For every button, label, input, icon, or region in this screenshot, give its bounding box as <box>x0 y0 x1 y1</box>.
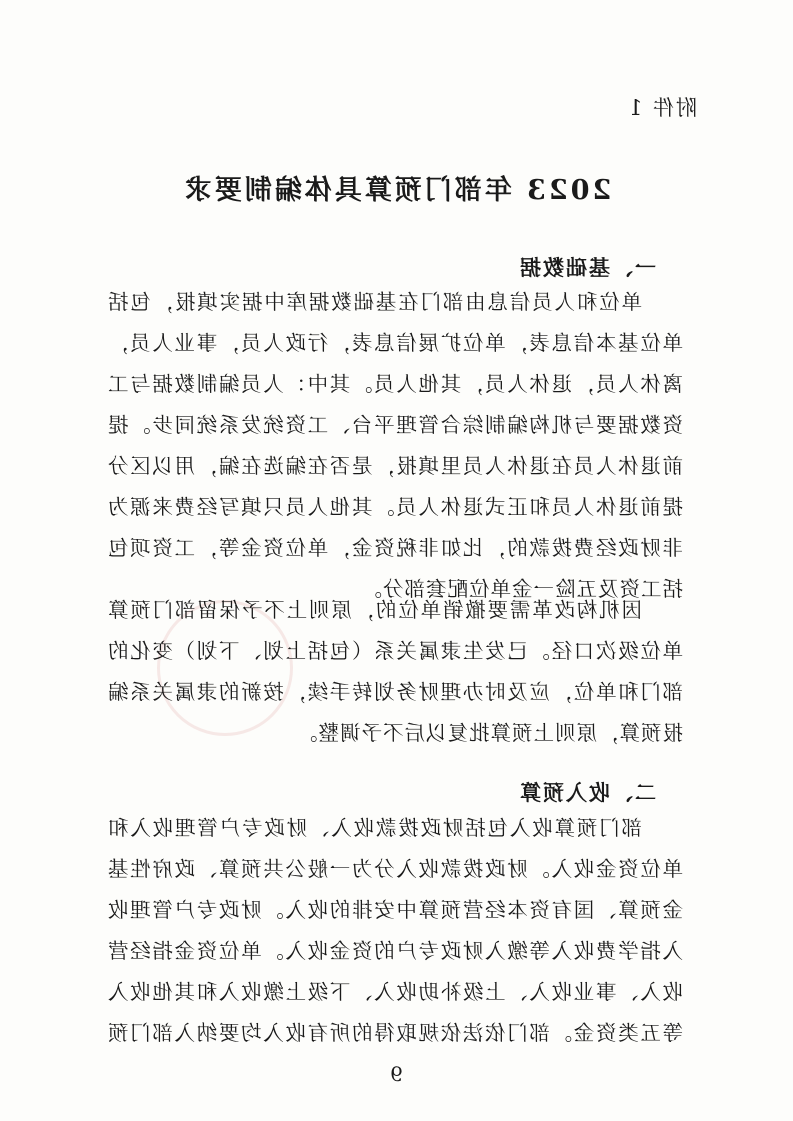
text-line: 报预算，原则上预算批复以后不予调整。 <box>296 721 683 745</box>
text-line: 因机构改革需要撤销单位的，原则上不予保留部门预算 <box>107 598 642 622</box>
text-line: 括工资及五险一金单位配套部分。 <box>360 577 683 601</box>
text-line: 部门和单位，应及时办理财务划转手续，按新的隶属关系编 <box>107 680 683 704</box>
paragraph-income-budget-1 <box>107 808 683 1054</box>
text-line: 资数据要与机构编制综合管理平台、工资统发系统同步。提 <box>107 413 683 437</box>
page-number: 9 <box>390 1062 403 1086</box>
section-heading-income-budget: 二、收入预算 <box>518 780 656 805</box>
text-line: 收入、事业收入、上级补助收入、下级上缴收入和其他收入 <box>107 980 683 1004</box>
text-line: 等五类资金。部门依法依规取得的所有收入均要纳入部门预 <box>107 1021 683 1045</box>
text-line: 前退休人员在退休人员里填报，是否在编选在编，用以区分 <box>107 454 683 478</box>
document-title: 2023 年部门预算具体编制要求 <box>181 175 612 206</box>
text-line: 单位级次口径。已发生隶属关系（包括上划、下划）变化的 <box>107 639 683 663</box>
paragraph-basic-data-1 <box>107 282 683 610</box>
text-line: 单位和人员信息由部门在基础数据库中据实填报，包括 <box>107 290 642 314</box>
paragraph-basic-data-2 <box>107 590 683 754</box>
text-line: 入指学费收入等缴入财政专户的资金收入。单位资金指经营 <box>107 939 683 963</box>
text-line: 离休人员，退休人员，其他人员。其中：人员编制数据与工 <box>107 372 683 396</box>
text-line: 单位资金收入。财政拨款收入分为一般公共预算、政府性基 <box>107 857 683 881</box>
text-line: 提前退休人员和正式退休人员。其他人员只填写经费来源为 <box>107 495 683 519</box>
text-line: 非财政经费拨款的，比如非税资金，单位资金等，工资项包 <box>107 536 683 560</box>
text-line: 部门预算收入包括财政拨款收入、财政专户管理收入和 <box>107 816 642 840</box>
attachment-label: 附件 1 <box>626 96 697 120</box>
section-heading-basic-data: 一、基础数据 <box>518 255 656 280</box>
text-line: 单位基本信息表，单位扩展信息表，行政人员，事业人员， <box>107 331 683 355</box>
text-line: 金预算、国有资本经营预算中安排的收入。财政专户管理收 <box>107 898 683 922</box>
